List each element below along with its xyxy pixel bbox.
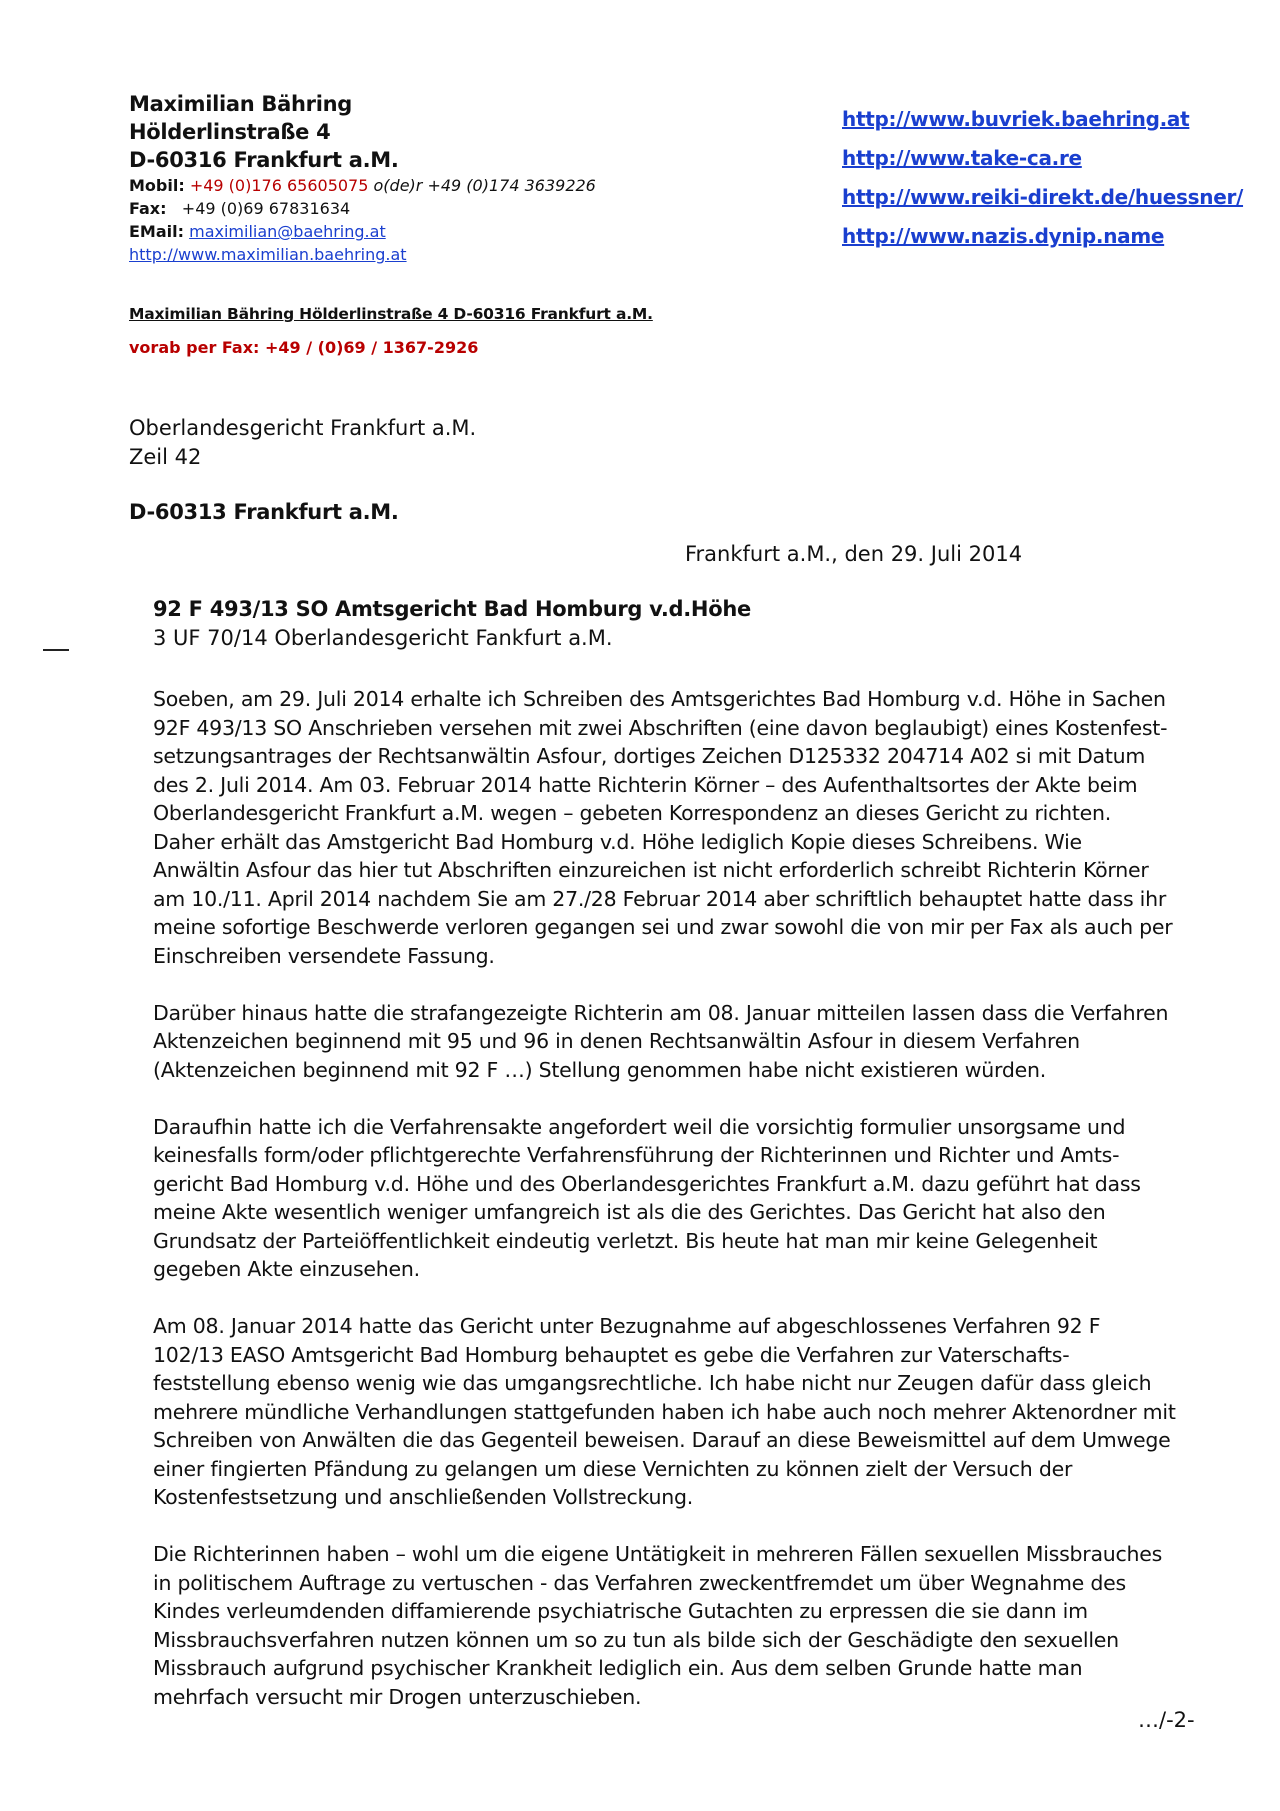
body-line: meine Akte wesentlich weniger umfangreich ist als die des Gerichtes. Das Gericht hat also den bbox=[153, 1200, 1106, 1224]
body-line: Missbrauch aufgrund psychischer Krankheit lediglich ein. Aus dem selben Grunde hatte man bbox=[153, 1656, 1083, 1680]
mobile-number-1: +49 (0)176 65605075 bbox=[189, 176, 369, 195]
page-continuation: …/-2- bbox=[1138, 1708, 1195, 1732]
body-line: mehrfach versucht mir Drogen unterzuschieben. bbox=[153, 1684, 642, 1709]
sender-name: Maximilian Bähring bbox=[129, 92, 352, 116]
email-label: EMail: bbox=[129, 222, 185, 241]
sender-city: D-60316 Frankfurt a.M. bbox=[129, 148, 399, 172]
paragraph-5 bbox=[153, 1540, 1213, 1711]
email-link[interactable]: maximilian@baehring.at bbox=[189, 222, 386, 241]
sender-block bbox=[129, 90, 769, 266]
recipient-street: Zeil 42 bbox=[129, 445, 202, 469]
mobile-number-2: +49 (0)174 3639226 bbox=[427, 176, 596, 195]
body-line: Soeben, am 29. Juli 2014 erhalte ich Schreiben des Amtsgerichtes Bad Homburg v.d. Höhe in Sachen bbox=[153, 687, 1166, 711]
body-line: Oberlandesgericht Frankfurt a.M. wegen – gebeten Korrespondenz an dieses Gericht zu richten. bbox=[153, 801, 1112, 825]
body-line: Schreiben von Anwälten die das Gegenteil beweisen. Darauf an diese Beweismittel auf dem Umwege bbox=[153, 1428, 1171, 1452]
sender-website bbox=[129, 243, 769, 266]
recipient-city: D-60313 Frankfurt a.M. bbox=[129, 500, 399, 524]
body-line: gericht Bad Homburg v.d. Höhe und des Oberlandesgerichtes Frankfurt a.M. dazu geführt hat dass bbox=[153, 1171, 1141, 1196]
body-line: Grundsatz der Parteiöffentlichkeit eindeutig verletzt. Bis heute hat man mir keine Gelegenheit bbox=[153, 1228, 1098, 1253]
web-links bbox=[842, 100, 1243, 256]
advance-fax-number: +49 / (0)69 / 1367-2926 bbox=[264, 338, 479, 357]
paragraph-2 bbox=[153, 999, 1213, 1085]
web-link-buvriek[interactable]: http://www.buvriek.baehring.at bbox=[842, 107, 1190, 131]
recipient-name: Oberlandesgericht Frankfurt a.M. bbox=[129, 416, 477, 440]
fax-number: +49 (0)69 67831634 bbox=[181, 199, 351, 218]
body-line: Daher erhält das Amstgericht Bad Homburg v.d. Höhe lediglich Kopie dieses Schreibens. Wie bbox=[153, 829, 1082, 854]
body-line: 92F 493/13 SO Anschrieben versehen mit zwei Abschriften (eine davon beglaubigt) eines Kostenfest- bbox=[153, 715, 1168, 740]
body-line: einer fingierten Pfändung zu gelangen um diese Vernichten zu können zielt der Versuch der bbox=[153, 1456, 1073, 1481]
web-link-nazis[interactable]: http://www.nazis.dynip.name bbox=[842, 224, 1165, 248]
body-line: am 10./11. April 2014 nachdem Sie am 27./28 Februar 2014 aber schriftlich behauptet hatte dass ihr bbox=[153, 886, 1167, 911]
sender-email bbox=[129, 220, 769, 243]
web-link-take-care[interactable]: http://www.take-ca.re bbox=[842, 146, 1082, 170]
body-line: mehrere mündliche Verhandlungen stattgefunden haben ich habe auch noch mehrer Aktenordner mit bbox=[153, 1399, 1176, 1424]
sender-fax bbox=[129, 197, 769, 220]
body-line: Missbrauchsverfahren nutzen können um so zu tun als bilde sich der Geschädigte den sexuellen bbox=[153, 1627, 1119, 1652]
body-line: Kostenfestsetzung und anschließenden Vollstreckung. bbox=[153, 1485, 694, 1509]
mobile-label: Mobil: bbox=[129, 176, 185, 195]
mobile-or: o(de)r bbox=[373, 176, 423, 195]
paragraph-1 bbox=[153, 685, 1213, 970]
body-line: des 2. Juli 2014. Am 03. Februar 2014 hatte Richterin Körner – des Aufenthaltsortes der Akte beim bbox=[153, 772, 1138, 797]
body-line: setzungsantrages der Rechtsanwältin Asfour, dortiges Zeichen D125332 204714 A02 si mit Datum bbox=[153, 744, 1146, 768]
reference-line-1: 92 F 493/13 SO Amtsgericht Bad Homburg v.d.Höhe bbox=[153, 597, 751, 621]
reference-line-2: 3 UF 70/14 Oberlandesgericht Fankfurt a.M. bbox=[153, 626, 613, 650]
paragraph-4 bbox=[153, 1312, 1213, 1512]
body-line: Darüber hinaus hatte die strafangezeigte Richterin am 08. Januar mitteilen lassen dass die Verfahren bbox=[153, 1000, 1169, 1025]
body-line: Aktenzeichen beginnend mit 95 und 96 in denen Rechtsanwältin Asfour in diesem Verfahren bbox=[153, 1029, 1080, 1053]
return-address-line: Maximilian Bähring Hölderlinstraße 4 D-60316 Frankfurt a.M. bbox=[129, 305, 653, 323]
fax-label: Fax: bbox=[129, 199, 167, 218]
advance-fax-prefix: vorab per Fax: bbox=[129, 338, 265, 357]
body-line: feststellung ebenso wenig wie das umgangsrechtliche. Ich habe nicht nur Zeugen dafür dass gleich bbox=[153, 1371, 1152, 1395]
fold-mark bbox=[43, 649, 69, 651]
recipient-block bbox=[129, 414, 476, 472]
web-link-reiki[interactable]: http://www.reiki-direkt.de/huessner/ bbox=[842, 185, 1244, 209]
letter-date: Frankfurt a.M., den 29. Juli 2014 bbox=[685, 542, 1023, 566]
body-line: Anwältin Asfour das hier tut Abschriften einzureichen ist nicht erforderlich schreibt Richterin Körner bbox=[153, 858, 1149, 882]
body-line: Die Richterinnen haben – wohl um die eigene Untätigkeit in mehreren Fällen sexuellen Missbrauches bbox=[153, 1542, 1163, 1566]
body-line: gegeben Akte einzusehen. bbox=[153, 1257, 420, 1281]
body-line: (Aktenzeichen beginnend mit 92 F …) Stellung genommen habe nicht existieren würden. bbox=[153, 1057, 1046, 1082]
body-line: Daraufhin hatte ich die Verfahrensakte angefordert weil die vorsichtig formulier unsorgsame und bbox=[153, 1114, 1126, 1139]
sender-street: Hölderlinstraße 4 bbox=[129, 120, 331, 144]
body-line: in politischem Auftrage zu vertuschen - das Verfahren zweckentfremdet um über Wegnahme des bbox=[153, 1570, 1126, 1595]
letter-body bbox=[153, 685, 1213, 1740]
advance-fax-line bbox=[129, 338, 478, 357]
body-line: Am 08. Januar 2014 hatte das Gericht unter Bezugnahme auf abgeschlossenes Verfahren 92 F bbox=[153, 1314, 1101, 1338]
body-line: meine sofortige Beschwerde verloren gegangen sei und zwar sowohl die von mir per Fax als auch per bbox=[153, 915, 1173, 939]
body-line: Einschreiben versendete Fassung. bbox=[153, 943, 495, 968]
body-line: Kindes verleumdenden diffamierende psychiatrische Gutachten zu erpressen die sie dann im bbox=[153, 1599, 1088, 1623]
website-link[interactable]: http://www.maximilian.baehring.at bbox=[129, 245, 407, 264]
paragraph-3 bbox=[153, 1113, 1213, 1284]
body-line: 102/13 EASO Amtsgericht Bad Homburg behauptet es gebe die Verfahren zur Vaterschafts- bbox=[153, 1342, 1070, 1367]
body-line: keinesfalls form/oder pflichtgerechte Verfahrensführung der Richterinnen und Richter und Amts- bbox=[153, 1143, 1120, 1167]
sender-mobile bbox=[129, 174, 769, 197]
